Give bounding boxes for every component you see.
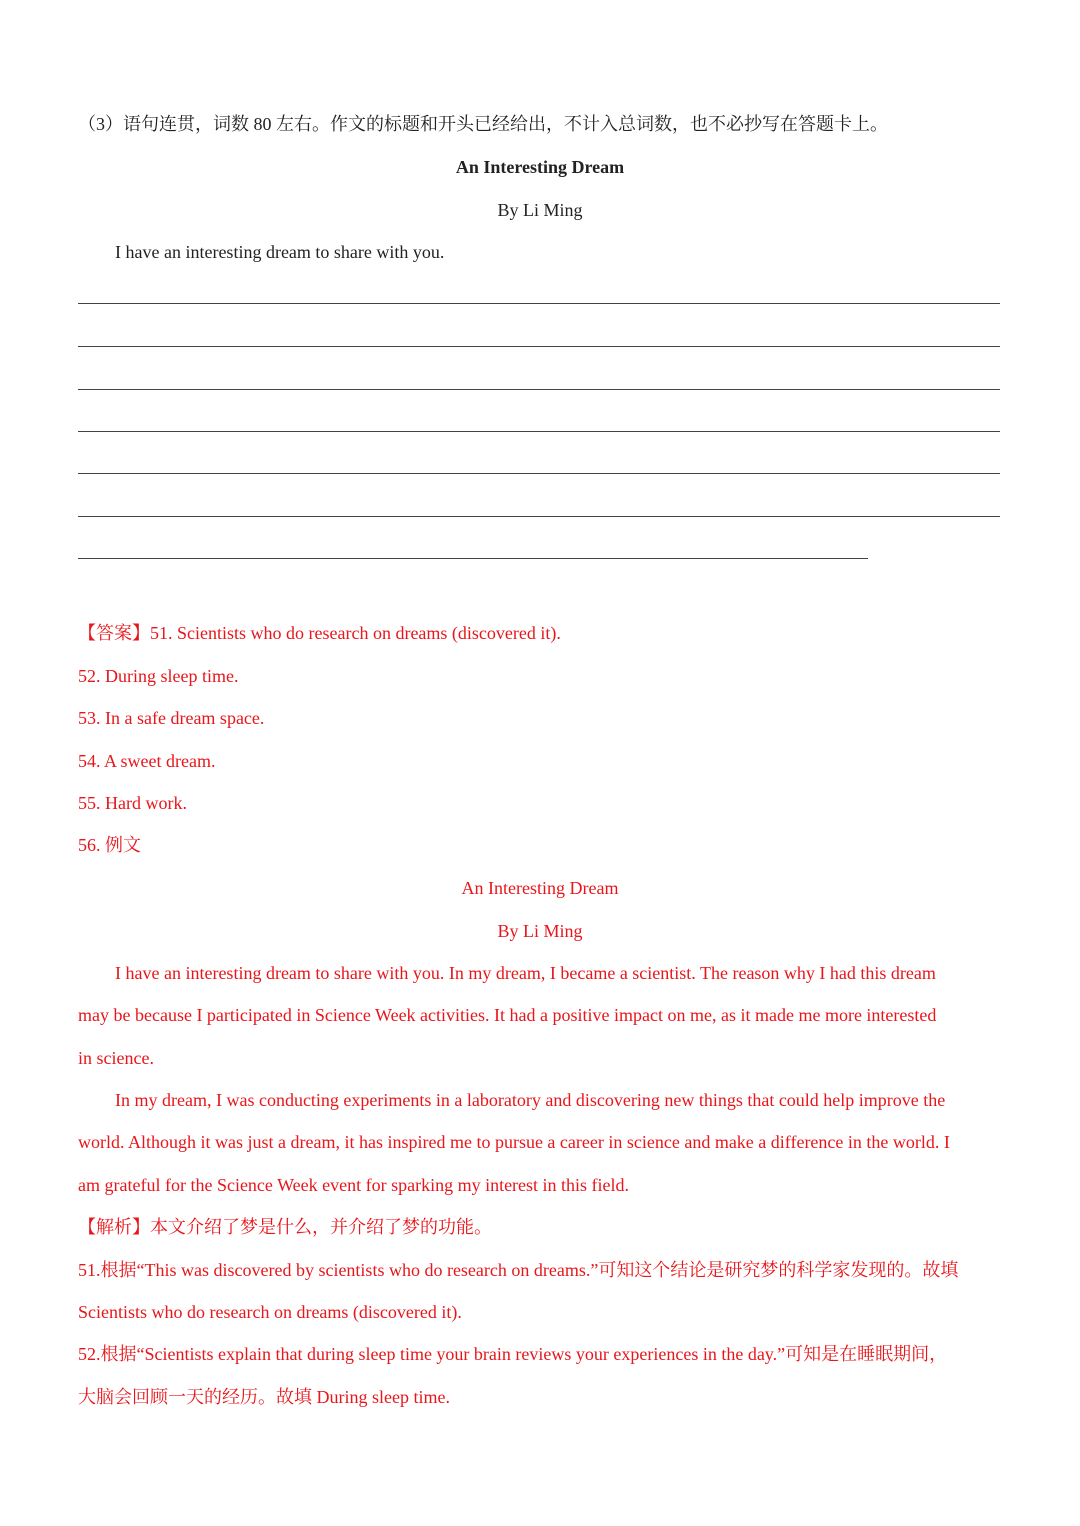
answer-55: 55. Hard work. <box>78 793 187 813</box>
answer-52: 52. During sleep time. <box>78 666 239 686</box>
sample-title: An Interesting Dream <box>461 878 619 898</box>
sample-paragraph-1-line-1: I have an interesting dream to share with you. In my dream, I became a scientist. The reason why I had this dream <box>115 963 936 983</box>
sample-paragraph-2-line-1: In my dream, I was conducting experiments in a laboratory and discovering new things that could help improve the <box>115 1090 946 1110</box>
analysis-52-line-1: 52.根据“Scientists explain that during sleep time your brain reviews your experiences in the day.”可知是在睡眠期间， <box>78 1344 948 1364</box>
sample-paragraph-1-line-2: may be because I participated in Science Week activities. It had a positive impact on me, as it made me more interested <box>78 1005 937 1025</box>
sample-paragraph-2-line-2: world. Although it was just a dream, it has inspired me to pursue a career in science and make a difference in the world. I <box>78 1132 950 1152</box>
analysis-summary <box>78 1216 492 1238</box>
answer-51-text: 51. Scientists who do research on dreams (discovered it). <box>150 623 561 643</box>
writing-line <box>78 303 1000 304</box>
writing-line <box>78 516 1000 517</box>
analysis-tag: 【解析】 <box>78 1217 150 1237</box>
writing-line <box>78 346 1000 347</box>
analysis-51-line-1: 51.根据“This was discovered by scientists who do research on dreams.”可知这个结论是研究梦的科学家发现的。故填 <box>78 1260 959 1280</box>
analysis-52-line-2: 大脑会回顾一天的经历。故填 During sleep time. <box>78 1387 450 1407</box>
analysis-summary-text: 本文介绍了梦是什么，并介绍了梦的功能。 <box>150 1217 492 1237</box>
writing-line-short <box>78 558 868 559</box>
essay-opening: I have an interesting dream to share with you. <box>115 242 445 262</box>
sample-author: By Li Ming <box>497 921 583 941</box>
writing-line <box>78 431 1000 432</box>
answer-53: 53. In a safe dream space. <box>78 708 265 728</box>
writing-line <box>78 389 1000 390</box>
instruction-text: （3）语句连贯，词数 80 左右。作文的标题和开头已经给出，不计入总词数，也不必抄写在答题卡上。 <box>78 114 888 134</box>
answer-tag: 【答案】 <box>78 623 150 643</box>
answer-54: 54. A sweet dream. <box>78 751 216 771</box>
answer-56: 56. 例文 <box>78 835 141 855</box>
writing-line <box>78 473 1000 474</box>
analysis-51-line-2: Scientists who do research on dreams (discovered it). <box>78 1302 462 1322</box>
sample-paragraph-1-line-3: in science. <box>78 1048 154 1068</box>
essay-author: By Li Ming <box>497 200 583 220</box>
essay-title: An Interesting Dream <box>455 157 625 177</box>
sample-paragraph-2-line-3: am grateful for the Science Week event for sparking my interest in this field. <box>78 1175 630 1195</box>
answer-51 <box>78 622 561 644</box>
